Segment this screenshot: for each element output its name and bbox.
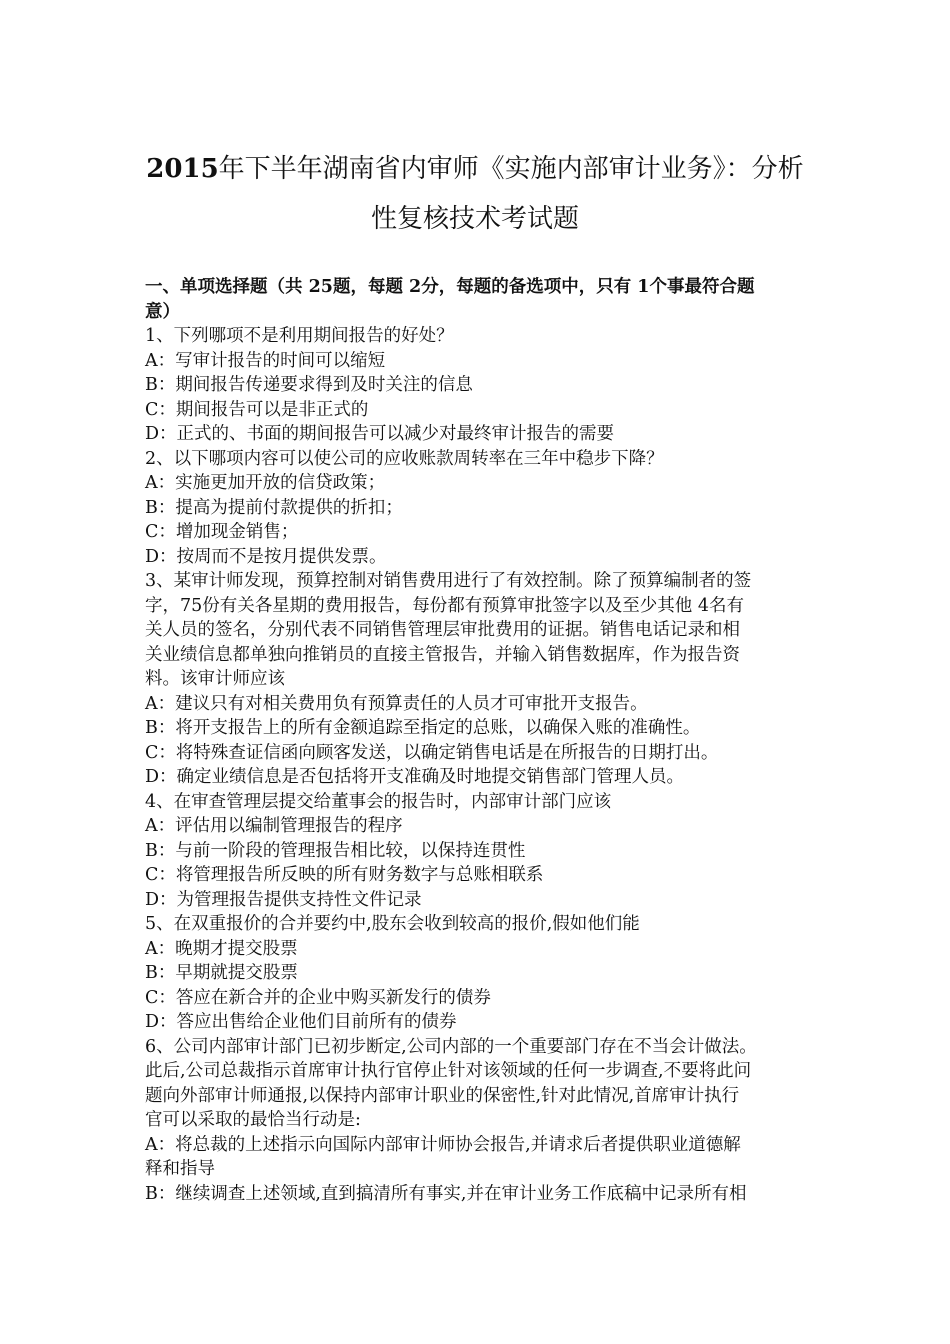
title-year: 2015 (146, 154, 219, 184)
answer-option-line: A：将总裁的上述指示向国际内部审计师协会报告,并请求后者提供职业道德解 (145, 1134, 741, 1155)
question-text-line: 3、某审计师发现，预算控制对销售费用进行了有效控制。除了预算编制者的签 (145, 571, 752, 591)
answer-option-line: B：与前一阶段的管理报告相比较，以保持连贯性 (145, 840, 526, 861)
question-text-line: 1、下列哪项不是利用期间报告的好处？ (145, 326, 454, 346)
answer-option-line: C：答应在新合并的企业中购买新发行的债券 (145, 987, 491, 1008)
answer-option-line: C：期间报告可以是非正式的 (145, 399, 369, 420)
answer-option-line: D：正式的、书面的期间报告可以减少对最终审计报告的需要 (145, 424, 615, 444)
question-text-line: 关人员的签名，分别代表不同销售管理层审批费用的证据。销售电话记录和相 (145, 620, 740, 640)
answer-option-line: A：实施更加开放的信贷政策； (145, 473, 386, 493)
answer-option-line: D：确定业绩信息是否包括将开支准确及时地提交销售部门管理人员。 (145, 767, 685, 787)
question-text-line: 6、公司内部审计部门已初步断定,公司内部的一个重要部门存在不当会计做法。 (145, 1036, 757, 1057)
answer-option-line: D：按周而不是按月提供发票。 (145, 546, 387, 567)
question-text-line: 4、在审查管理层提交给董事会的报告时，内部审计部门应该 (145, 791, 612, 812)
answer-option-line: B：提高为提前付款提供的折扣； (145, 497, 403, 518)
answer-option-line: 释和指导 (145, 1159, 215, 1179)
answer-option-line: B：继续调查上述领域,直到搞清所有事实,并在审计业务工作底稿中记录所有相 (145, 1183, 747, 1204)
document-body (145, 275, 817, 1206)
question-text-line: 5、在双重报价的合并要约中,股东会收到较高的报价,假如他们能 (145, 914, 640, 934)
answer-option-line: C：将管理报告所反映的所有财务数字与总账相联系 (145, 865, 544, 885)
answer-option-line: B：早期就提交股票 (145, 963, 298, 983)
question-text-line: 2、以下哪项内容可以使公司的应收账款周转率在三年中稳步下降？ (145, 448, 664, 469)
answer-option-line: B：期间报告传递要求得到及时关注的信息 (145, 375, 473, 395)
answer-option-line: C：将特殊查证信函向顾客发送，以确定销售电话是在所报告的日期打出。 (145, 742, 719, 763)
question-text-line: 此后,公司总裁指示首席审计执行官停止针对该领域的任何一步调查,不要将此问 (145, 1061, 752, 1081)
question-text-line: 字，75份有关各星期的费用报告，每份都有预算审批签字以及至少其他 4名有 (145, 595, 744, 616)
answer-option-line: A：晚期才提交股票 (145, 938, 298, 959)
answer-option-line: D：为管理报告提供支持性文件记录 (145, 889, 422, 910)
answer-option-line: D：答应出售给企业他们目前所有的债券 (145, 1012, 457, 1032)
title-text: 年下半年湖南省内审师《实施内部审计业务》：分析 (218, 154, 804, 184)
section-heading-line: 一、单项选择题（共 25题，每题 2分，每题的备选项中，只有 1个事最符合题 (145, 277, 755, 297)
answer-option-line: A：建议只有对相关费用负有预算责任的人员才可审批开支报告。 (145, 693, 648, 714)
answer-option-line: C：增加现金销售； (145, 522, 299, 542)
section-heading-line: 意） (145, 301, 180, 322)
question-text-line: 题向外部审计师通报,以保持内部审计职业的保密性,针对此情况,首席审计执行 (145, 1085, 740, 1106)
question-text-line: 关业绩信息都单独向推销员的直接主管报告，并输入销售数据库，作为报告资 (145, 644, 740, 665)
answer-option-line: A：写审计报告的时间可以缩短 (145, 350, 386, 371)
document-title-line-1 (130, 154, 820, 184)
answer-option-line: A：评估用以编制管理报告的程序 (145, 816, 403, 836)
answer-option-line: B：将开支报告上的所有金额追踪至指定的总账，以确保入账的准确性。 (145, 718, 701, 738)
question-text-line: 料。该审计师应该 (145, 669, 285, 689)
question-text-line: 官可以采取的最恰当行动是: (145, 1110, 361, 1130)
document-title-line-2: 性复核技术考试题 (370, 204, 579, 234)
